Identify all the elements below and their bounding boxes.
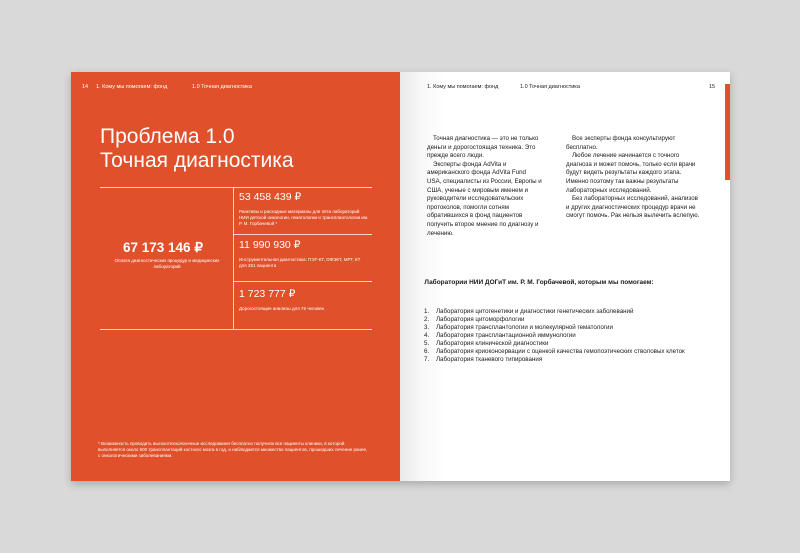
text-column-1	[427, 135, 542, 238]
list-item-number: 5.	[424, 340, 430, 347]
right-page	[400, 72, 730, 481]
list-item	[424, 340, 714, 348]
list-item-text: Лаборатория клинической диагностики	[436, 340, 549, 347]
paragraph: Все эксперты фонда консультируют бесплатно.	[566, 135, 676, 151]
list-item-text: Лаборатория цитогенетики и диагностики генетических заболеваний	[436, 308, 634, 315]
list-item-text: Лаборатория трансплантационной иммунологии	[436, 332, 576, 339]
stats-row-divider-2	[233, 281, 372, 282]
page-accent-bar	[725, 84, 730, 180]
stat-caption-imaging: Инструментальная диагностика: ПЭТ-КТ, ОФЭКТ, МРТ, КТ для 251 пациента	[239, 257, 361, 268]
list-item	[424, 316, 714, 324]
paragraph: Без лабораторных исследований, анализов и других диагностических процедур врачи не смогут помочь. Рак нельзя вылечить вслепую.	[566, 195, 700, 220]
running-header-subsection: 1.0 Точная диагностика	[192, 84, 252, 90]
list-item-number: 6.	[424, 348, 430, 355]
stats-bottom-divider	[100, 329, 372, 330]
stats-top-divider	[100, 187, 372, 188]
left-page	[71, 72, 400, 481]
paragraph: Любое лечение начинается с точного диагноза и может помочь, только если врачи будут видеть результаты каждого этапа. Именно поэтому так важны результаты лабораторных исследований.	[566, 152, 696, 194]
page-number-right: 15	[709, 84, 716, 90]
total-amount-caption: Оплата диагностических процедур и медицинских лабораторий	[114, 258, 220, 269]
list-item	[424, 308, 714, 316]
list-item-text: Лаборатория цитоморфологии	[436, 316, 525, 323]
labs-heading: Лаборатории НИИ ДОГиТ им. Р. М. Горбачевой, которым мы помогаем:	[424, 279, 654, 286]
stat-caption-reagents: Реактивы и расходные материалы для пяти лабораторий НИИ детской онкологии, гематологии и трансплантологии им. Р. М. Горбачевой *	[239, 209, 369, 226]
list-item-number: 2.	[424, 316, 430, 323]
stats-vertical-divider	[233, 187, 234, 329]
list-item-number: 1.	[424, 308, 430, 315]
list-item-text: Лаборатория тканевого типирования	[436, 356, 543, 363]
running-header-section: 1. Кому мы помогаем: фонд	[96, 84, 168, 90]
stat-value-reagents: 53 458 439 ₽	[239, 191, 302, 203]
list-item-number: 3.	[424, 324, 430, 331]
stat-value-imaging: 11 990 930 ₽	[239, 239, 301, 251]
running-header-subsection-right: 1.0 Точная диагностика	[520, 84, 580, 90]
list-item-text: Лаборатория трансплантологии и молекулярной гематологии	[436, 324, 613, 331]
list-item-number: 7.	[424, 356, 430, 363]
stats-row-divider-1	[233, 234, 372, 235]
title-line-1: Проблема 1.0	[100, 125, 235, 148]
list-item	[424, 332, 714, 340]
page-number-left: 14	[82, 84, 89, 90]
paragraph: Точная диагностика — это не только деньги и дорогостоящая техника. Это прежде всего люди.	[427, 135, 539, 160]
brochure-spread	[71, 72, 730, 481]
list-item-number: 4.	[424, 332, 430, 339]
paragraph: Эксперты фонда AdVita и американского фонда AdVita Fund USA, специалисты из России, Европы и США, ученые с мировым именем и руководители исследовательских протоколов, помогли сотням обратившихся в фонд пациентов получить второе мнение по диагнозу и лечению.	[427, 160, 542, 237]
labs-list	[424, 308, 714, 364]
total-amount: 67 173 146 ₽	[123, 240, 203, 255]
list-item	[424, 348, 714, 356]
stat-caption-analyses: Дорогостоящие анализы для 75 человек	[239, 306, 324, 311]
stat-value-analyses: 1 723 777 ₽	[239, 288, 296, 300]
list-item	[424, 356, 714, 364]
running-header-section-right: 1. Кому мы помогаем: фонд	[427, 84, 499, 90]
page-title	[100, 125, 294, 173]
text-column-2	[566, 135, 701, 221]
list-item	[424, 324, 714, 332]
title-line-2: Точная диагностика	[100, 149, 294, 172]
footnote: * Возможность проводить высокотехнологичные исследования бесплатно получили все пациенты клиники, в которой выполняется около 600 трансплантаций костного мозга в год, и наблюдается множество пациентов, прошедших лечение ранее, с онкологическими заболеваниями.	[98, 441, 368, 458]
list-item-text: Лаборатория криоконсервации с оценкой качества гемопоэтических стволовых клеток	[436, 348, 685, 355]
